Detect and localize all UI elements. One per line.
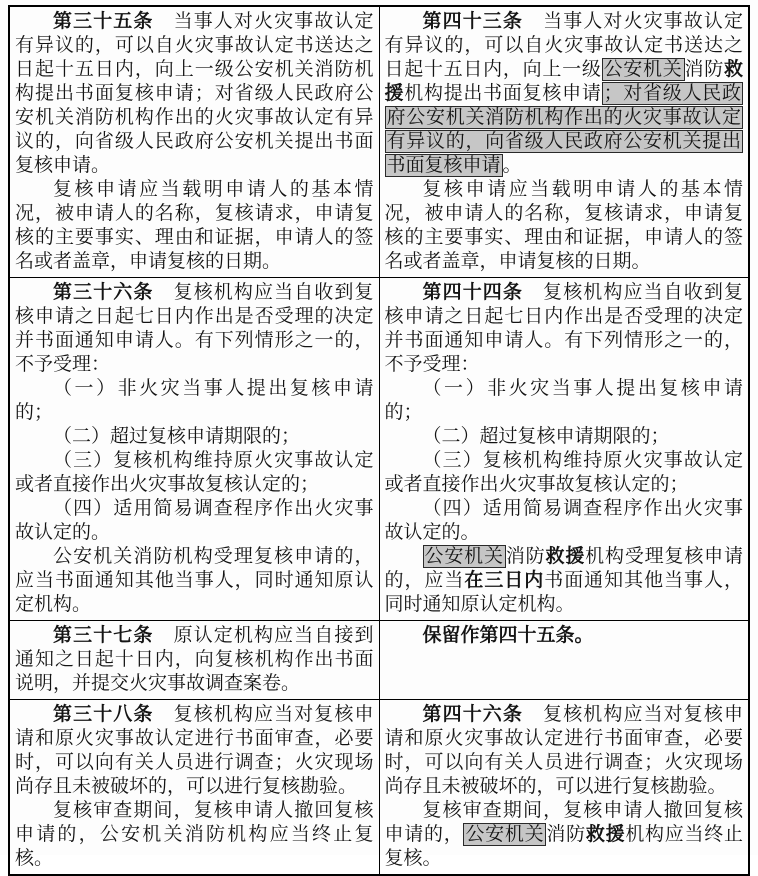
text-run: 机构受理复核申请的，应当 — [384, 546, 743, 591]
paragraph — [385, 703, 744, 799]
added-text-run: 救援 — [585, 824, 626, 845]
paragraph — [15, 281, 374, 377]
text-run: 复核审查期间，复核申请人撤回复核申请的， — [384, 800, 743, 845]
text-run: （一）非火灾当事人提出复核申请的； — [15, 378, 374, 423]
highlighted-text-run: 公安机关 — [603, 59, 683, 80]
paragraph — [385, 178, 744, 274]
paragraph — [15, 799, 374, 871]
paragraph — [15, 10, 374, 178]
text-run: 复核审查期间，复核申请人撤回复核申请的，公安机关消防机构应当终止复核。 — [15, 800, 374, 869]
article-number: 第三十七条 — [53, 625, 154, 646]
article-number: 第三十五条 — [53, 11, 154, 32]
text-run: 当事人对火灾事故认定有异议的，可以自火灾事故认定书送达之日起十五日内，向上一级 — [384, 11, 743, 80]
paragraph — [15, 449, 374, 497]
text-run: （二）超过复核申请期限的； — [53, 426, 301, 447]
text-run: 机构应当终止复核。 — [384, 824, 743, 869]
paragraph — [385, 425, 744, 449]
article-cell-new-45 — [379, 621, 749, 700]
article-cell-old-35 — [9, 6, 379, 278]
article-number: 第四十四条 — [422, 282, 523, 303]
paragraph — [15, 703, 374, 799]
paragraph — [385, 281, 744, 377]
paragraph — [385, 10, 744, 178]
text-run: 复核机构应当对复核申请和原火灾事故认定进行书面审查，必要时，可以向有关人员进行调查；火灾现场尚存且未被破坏的，可以进行复核勘验。 — [15, 704, 374, 797]
text-run: 复核机构应当对复核申请和原火灾事故认定进行书面审查，必要时，可以向有关人员进行调查；火灾现场尚存且未被破坏的，可以进行复核勘验。 — [384, 704, 743, 797]
table-row — [9, 700, 749, 876]
paragraph — [15, 425, 374, 449]
text-run: （四）适用简易调查程序作出火灾事故认定的。 — [15, 498, 374, 543]
paragraph — [15, 545, 374, 617]
table-row — [9, 278, 749, 621]
text-run: 当事人对火灾事故认定有异议的，可以自火灾事故认定书送达之日起十五日内，向上一级公安机关消防机构提出书面复核申请；对省级人民政府公安机关消防机构作出的火灾事故认定有异议的，向省级人民政府公安机关提出书面复核申请。 — [15, 11, 374, 176]
article-number: 第四十三条 — [422, 11, 523, 32]
article-number: 第三十六条 — [53, 282, 154, 303]
highlighted-text-run: ；对省级人民政府公安机关消防机构作出的火灾事故认定有异议的，向省级人民政府公安机关提出书面复核申请 — [386, 83, 741, 176]
text-run: 消防 — [546, 824, 586, 845]
paragraph — [15, 377, 374, 425]
added-text-run: 救援 — [384, 59, 743, 104]
highlighted-text-run: 公安机关 — [424, 546, 504, 567]
text-run: 公安机关消防机构受理复核申请的，应当书面通知其他当事人，同时通知原认定机构。 — [15, 546, 374, 615]
added-text-run: 在三日内 — [464, 570, 545, 591]
text-run: 原认定机构应当自接到通知之日起十日内，向复核机构作出书面说明，并提交火灾事故调查案卷。 — [15, 625, 374, 694]
text-run: 。 — [502, 155, 522, 176]
article-cell-new-46 — [379, 700, 749, 876]
paragraph — [15, 624, 374, 696]
article-cell-new-43 — [379, 6, 749, 278]
text-run: （一）非火灾当事人提出复核申请的； — [384, 378, 743, 423]
article-number: 第四十六条 — [422, 704, 523, 725]
text-run: 书面通知其他当事人，同时通知原认定机构。 — [384, 570, 743, 615]
paragraph — [385, 799, 744, 871]
comparison-table — [8, 5, 750, 876]
table-row — [9, 621, 749, 700]
text-run: （四）适用简易调查程序作出火灾事故认定的。 — [384, 498, 743, 543]
text-run: （三）复核机构维持原火灾事故认定或者直接作出火灾事故复核认定的； — [384, 450, 743, 495]
paragraph — [385, 624, 744, 648]
paragraph — [15, 497, 374, 545]
text-run: 复核机构应当自收到复核申请之日起七日内作出是否受理的决定并书面通知申请人。有下列情形之一的，不予受理： — [384, 282, 743, 375]
text-run: 复核申请应当载明申请人的基本情况，被申请人的名称，复核请求，申请复核的主要事实、理由和证据，申请人的签名或者盖章，申请复核的日期。 — [15, 179, 374, 272]
article-cell-old-37 — [9, 621, 379, 700]
text-run: 消防 — [505, 546, 546, 567]
text-run: 消防 — [684, 59, 724, 80]
comparison-table-body — [9, 6, 749, 875]
added-text-run: 救援 — [545, 546, 586, 567]
article-cell-new-44 — [379, 278, 749, 621]
paragraph — [15, 178, 374, 274]
text-run: （二）超过复核申请期限的； — [422, 426, 670, 447]
article-number: 第三十八条 — [53, 704, 154, 725]
paragraph — [385, 449, 744, 497]
text-run: 复核申请应当载明申请人的基本情况，被申请人的名称，复核请求，申请复核的主要事实、理由和证据，申请人的签名或者盖章，申请复核的日期。 — [384, 179, 743, 272]
paragraph — [385, 497, 744, 545]
article-cell-old-38 — [9, 700, 379, 876]
highlighted-text-run: 公安机关 — [465, 824, 545, 845]
article-cell-old-36 — [9, 278, 379, 621]
table-row — [9, 6, 749, 278]
text-run: 复核机构应当自收到复核申请之日起七日内作出是否受理的决定并书面通知申请人。有下列情形之一的，不予受理： — [15, 282, 374, 375]
text-run: （三）复核机构维持原火灾事故认定或者直接作出火灾事故复核认定的； — [15, 450, 374, 495]
text-run: 机构提出书面复核申请 — [404, 83, 602, 104]
paragraph — [385, 545, 744, 617]
paragraph — [385, 377, 744, 425]
retained-article-note: 保留作第四十五条。 — [422, 625, 594, 646]
